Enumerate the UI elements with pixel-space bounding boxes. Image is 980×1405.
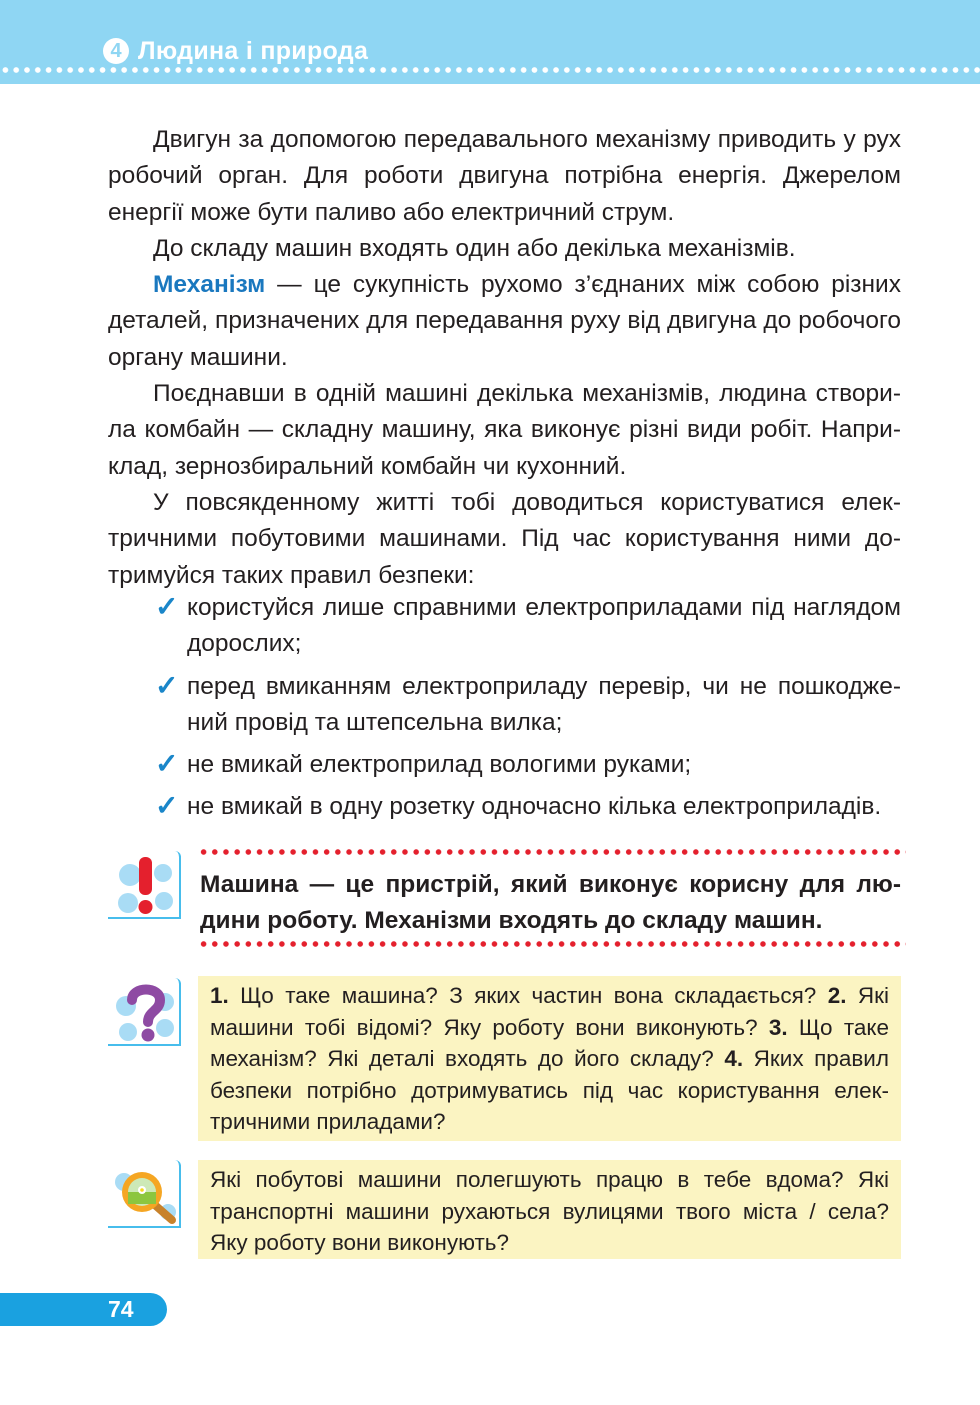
safety-rules-list [155,590,901,832]
list-item: ✓ перед вмиканням електроприладу перевір, чи не пошкоджений провід та штепсельна вилка; [155,669,901,736]
list-item: ✓ не вмикай електроприлад вологими руками; [155,748,692,780]
paragraph-safety-intro: У повсякденному житті тобі доводиться користуватися електричними побутовими машинами. Під час користування ними дотримуйся таких правил безпеки: [108,488,901,589]
chapter-number-badge: 4 [103,38,129,64]
paragraph-combine: Поєднавши в одній машині декілька механізмів, людина створила комбайн — складну машину, яка виконує різні види робіт. Наприклад, зернозбиральний комбайн чи кухонний. [108,380,901,480]
page-number: 74 [108,1296,134,1322]
paragraph-engine: Двигун за допомогою передавального механізму приводить у рух робочий орган. Для роботи двигуна потрібна енергія. Джерелом енергії може бути паливо або електричний струм. [108,126,901,226]
header-dot-border [0,66,980,74]
paragraph-mechanism-definition [108,267,901,376]
question-icon [108,978,181,1046]
exclamation-icon [108,851,181,919]
term-mechanism: Механізм [153,271,266,299]
check-icon: ✓ [155,591,179,622]
check-icon: ✓ [155,790,179,822]
chapter-header [0,0,980,84]
paragraph-mechanisms: До складу машин входять один або декілька механізмів. [153,234,796,262]
check-icon: ✓ [155,748,179,780]
main-text [108,122,901,594]
questions-box: 1. Що таке машина? З яких частин вона складається? 2. Які машини тобі відомі? Яку роботу вони виконують? 3. Що таке механізм? Які деталі входять до його складу? 4. Яких правил безпеки потрібно дотримуватись під час користування електричними приладами? [198,976,901,1141]
definition-text: — це сукупність рухомо з’єднаних між собою різних деталей, призначених для передавання руху від двигуна до робочого органу машини. [108,271,901,371]
page-number-tab [0,1293,167,1326]
dotted-divider-bottom [198,940,906,948]
list-item: ✓ не вмикай в одну розетку одночасно кілька електроприладів. [155,790,882,822]
key-rule-text: Машина — це пристрій, який виконує корисну для людини роботу. Механізми входять до складу машин. [200,871,901,934]
list-item: ✓ користуйся лише справними електроприладами під наглядом дорослих; [155,591,901,658]
research-task-box: Які побутові машини полегшують працю в тебе вдома? Які транспортні машини рухаються вулицями твого міста / села? Яку роботу вони виконують? [198,1160,901,1259]
chapter-title: Людина і природа [138,37,369,65]
check-icon: ✓ [155,669,179,701]
dotted-divider-top [198,848,906,856]
magnifier-icon [108,1160,181,1228]
